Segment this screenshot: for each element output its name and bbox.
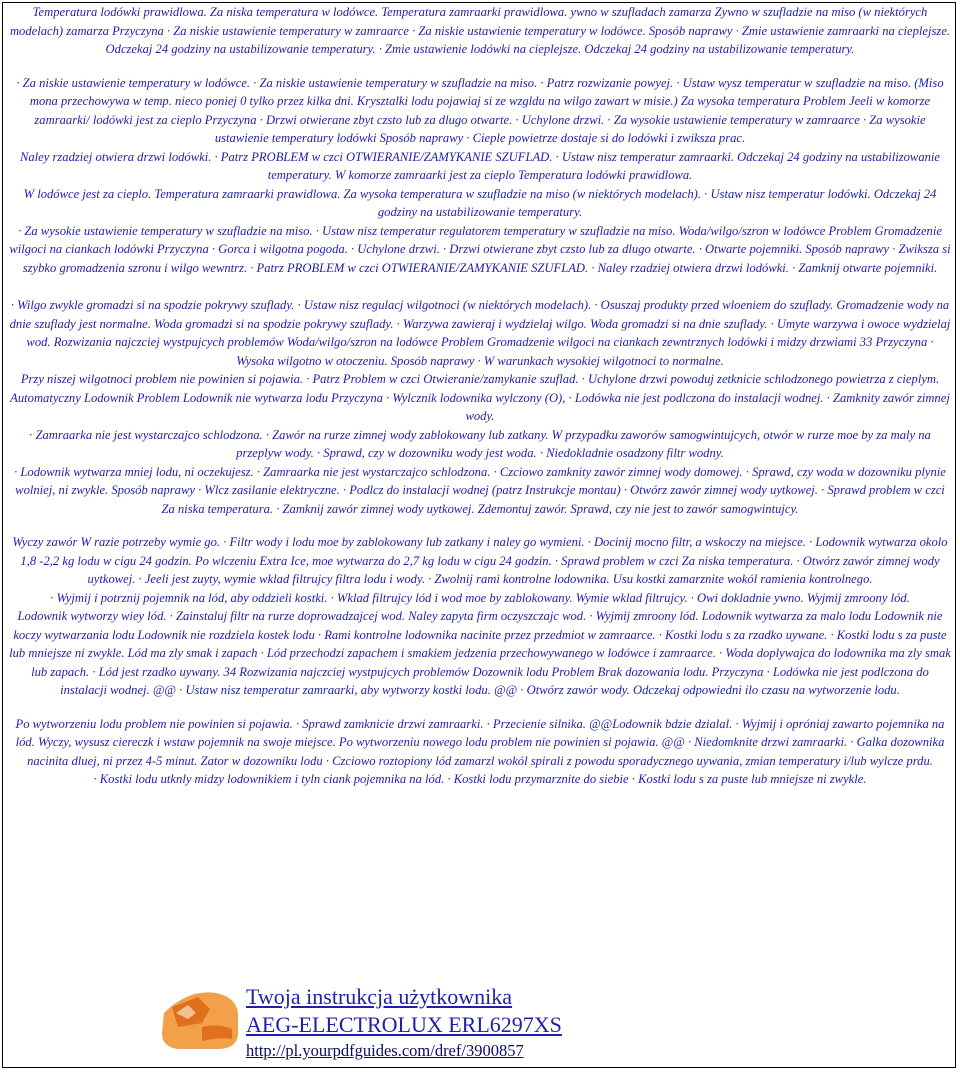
product-model-link[interactable]: AEG-ELECTROLUX ERL6297XS — [246, 1012, 562, 1037]
manual-title-link[interactable]: Twoja instrukcja użytkownika — [246, 984, 513, 1009]
paragraph: Naley rzadziej otwiera drzwi lodówki. · Patrz PROBLEM w czci OTWIERANIE/ZAMYKANIE SZUFLAD. · Ustaw nisz temperatur zamraarki. Odczekaj 24 godziny na ustabilizowanie temperatury. W komorze zamraarki jest za cieplo Temperatura lodówki prawidlowa. — [19, 149, 941, 182]
paragraph: · Wilgo zwykle gromadzi si na spodzie pokrywy szuflady. · Ustaw nisz regulacj wilgotnoci (w niektórych modelach). · Osuszaj produkty przed wloeniem do szuflady. Gromadzenie wody na dnie szuflady jest normalne. Woda gromadzi si na spodzie pokrywy szuflady. · Warzywa zawieraj i wydzielaj wilgo. Woda gromadzi si na dnie szuflady. · Umyte warzywa i owoce wydzielaj wod. Rozwizania najczciej wystpujcych problemów Woda/wilgo/szron na lodówce Problem Gromadzenie wilgoci na ciankach zewntrznych lodówki i midzy drzwiami 33 Przyczyna · Wysoka wilgotno w otoczeniu. Sposób naprawy · W warunkach wysokiej wilgotnoci to normalne. — [9, 298, 951, 368]
document-body — [3, 3, 956, 981]
paragraph: · Za wysokie ustawienie temperatury w szufladzie na miso. · Ustaw nisz temperatur regulatorem temperatury w szufladzie na miso. Woda/wilgo/szron w lodówce Problem Gromadzenie wilgoci na ciankach lodówki Przyczyna · Gorca i wilgotna pogoda. · Uchylone drzwi. · Drzwi otwierane zbyt czsto lub za dlugo otwarte. · Otwarte pojemniki. Sposób naprawy · Zwiksza si szybko gromadzenia szronu i wilgo wewntrz. · Patrz PROBLEM w czci OTWIERANIE/ZAMYKANIE SZUFLAD. · Naley rzadziej otwiera drzwi lodówki. · Zamknij otwarte pojemniki. — [9, 223, 951, 275]
document-page — [2, 2, 956, 1068]
paragraph: W lodówce jest za cieplo. Temperatura zamraarki prawidlowa. Za wysoka temperatura w szufladzie na miso (w niektórych modelach). · Ustaw nisz temperatur lodówki. Odczekaj 24 godziny na ustabilizowanie temperatury. — [23, 186, 937, 219]
paragraph: Wyczy zawór W razie potrzeby wymie go. · Filtr wody i lodu moe by zablokowany lub zatkany i naley go wymieni. · Docinij mocno filtr, a wskoczy na miejsce. · Lodownik wytwarza okolo 1,8 -2,2 kg lodu w cigu 24 godzin. Po wlczeniu Extra Ice, moe wytwarza do 2,7 kg lodu w cigu 24 godzin. · Sprawd problem w czci Za niska temperatura. · Otwórz zawór zimnej wody uytkowej. · Jeeli jest zuyty, wymie wklad filtrujcy filtra lodu i wody. · Zwolnij rami kontrolne lodownika. Usu kostki zamarznite wokól ramienia kontrolnego. — [12, 535, 948, 586]
paragraph: · Zamraarka nie jest wystarczajco schlodzona. · Zawór na rurze zimnej wody zablokowany lub zatkany. W przypadku zaworów samogwintujcych, otwór w rurze moe by za maly na przeplyw wody. · Sprawd, czy w dozowniku wody jest woda. · Niedokladnie osadzony filtr wodny. — [29, 427, 931, 460]
paragraph: · Wyjmij i potrznij pojemnik na lód, aby oddzieli kostki. · Wklad filtrujcy lód i wod moe by zablokowany. Wymie wklad filtrujcy. · Owi dokladnie ywno. Wyjmij zmroony lód. — [50, 590, 910, 605]
paragraph: · Kostki lodu utknly midzy lodownikiem i tyln ciank pojemnika na lód. · Kostki lodu przymarznite do siebie · Kostki lodu s za puste lub mniejsze ni zwykle. — [93, 772, 867, 786]
paragraph: Po wytworzeniu lodu problem nie powinien si pojawia. · Sprawd zamknicie drzwi zamraarki. · Przecienie silnika. @@Lodownik bdzie dzialal. · Wyjmij i opróniaj zawarto pojemnika na lód. Wyczy, wysusz ciereczk i wstaw pojemnik na swoje miejsce. Po wytworzeniu nowego lodu problem nie powinien si pojawia. @@ · Niedomknite drzwi zamraarki. · Galka dozownika nacinita dluej, ni przez 4-5 minut. Zator w dozowniku lodu · Czciowo roztopiony lód zamarzl wokól spirali z powodu sporadycznego uywania, zmian temperatury i/lub wylcze prdu. — [15, 716, 945, 768]
hand-book-icon — [158, 983, 242, 1053]
paragraph: Przy niszej wilgotnoci problem nie powinien si pojawia. · Patrz Problem w czci Otwieranie/zamykanie szuflad. · Uchylone drzwi powoduj zetknicie schlodzonego powietrza z cieplym. Automatyczny Lodownik Problem Lodownik nie wytwarza lodu Przyczyna · Wylcznik lodownika wylczony (O), · Lodówka nie jest podlczona do instalacji wodnej. · Zamknity zawór zimnej wody. — [10, 372, 950, 423]
source-url-link[interactable]: http://pl.yourpdfguides.com/dref/3900857 — [246, 1041, 524, 1060]
paragraph: · Lodownik wytwarza mniej lodu, ni oczekujesz. · Zamraarka nie jest wystarczajco schlodzona. · Czciowo zamknity zawór zimnej wody domowej. · Sprawd, czy woda w dozowniku plynie wolniej, ni zwykle. Sposób naprawy · Wlcz zasilanie elektryczne. · Podlcz do instalacji wodnej (patrz Instrukcje montau) · Otwórz zawór zimnej wody uytkowej. · Sprawd problem w czci Za niska temperatura. · Zamknij zawór zimnej wody uytkowej. Zdemontuj zawór. Sprawd, czy nie jest to zawór samogwintujcy. — [14, 464, 946, 516]
footer — [3, 983, 956, 1068]
paragraph: Temperatura lodówki prawidlowa. Za niska temperatura w lodówce. Temperatura zamraarki prawidlowa. ywno w szufladach zamarza Zywno w szufladzie na miso (w niektórych modelach) zamarza Przyczyna · Za niskie ustawienie temperatury w zamraarce · Za niskie ustawienie temperatury w lodówce. Sposób naprawy · Zmie ustawienie zamraarki na cieplejsze. Odczekaj 24 godziny na ustabilizowanie temperatury. · Zmie ustawienie lodówki na cieplejsze. Odczekaj 24 godziny na ustabilizowanie temperatury. — [9, 5, 951, 56]
paragraph: Lodownik wytworzy wiey lód. · Zainstaluj filtr na rurze doprowadzajcej wod. Naley zapyta firm oczyszczajc wod. · Wyjmij zmroony lód. Lodownik wytwarza za malo lodu Lodownik nie koczy wytwarzania lodu Lodownik nie rozdziela kostek lodu · Rami kontrolne lodownika nacinite przez przedmiot w zamraarce. · Kostki lodu s za rzadko uywane. · Kostki lodu s za puste lub mniejsze ni zwykle. Lód ma zly smak i zapach · Lód przechodzi zapachem i smakiem jedzenia przechowywanego w lodówce i zamraarce. · Woda doplywajca do lodownika ma zly smak lub zapach. · Lód jest rzadko uywany. 34 Rozwizania najczciej wystpujcych problemów Dozownik lodu Problem Brak dozowania lodu. Przyczyna · Lodówka nie jest podlczona do instalacji wodnej. @@ · Ustaw nisz temperatur zamraarki, aby wytworzy kostki lodu. @@ · Otwórz zawór wody. Odczekaj odpowiedni ilo czasu na wytworzenie lodu. — [9, 609, 951, 697]
paragraph: · Za niskie ustawienie temperatury w lodówce. · Za niskie ustawienie temperatury w szufladzie na miso. · Patrz rozwizanie powyej. · Ustaw wysz temperatur w szufladzie na miso. (Miso mona przechowywa w temp. nieco poniej 0 tylko przez kilka dni. Krysztalki lodu pojawiaj si ze wzgldu na wilgo zawart w misie.) Za wysoka temperatura Problem Jeeli w komorze zamraarki/ lodówki jest za cieplo Przyczyna · Drzwi otwierane zbyt czsto lub za dlugo otwarte. · Uchylone drzwi. · Za wysokie ustawienie temperatury w zamraarce · Za wysokie ustawienie temperatury lodówki Sposób naprawy · Cieple powietrze dostaje si do lodówki i zwiksza prac. — [16, 75, 944, 145]
